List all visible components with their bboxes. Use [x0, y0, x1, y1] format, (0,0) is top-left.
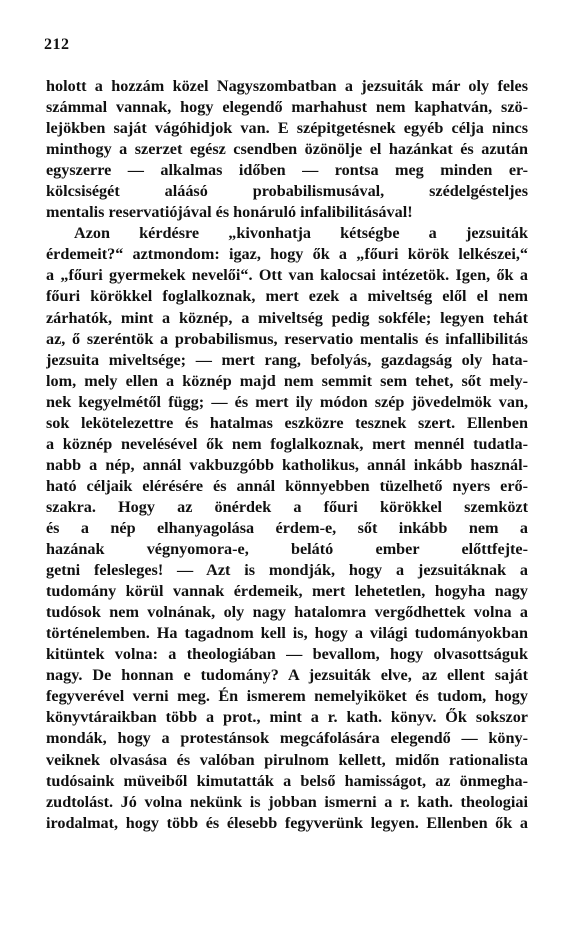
text-line: könyvtáraikban több a prot., mint a r. kath. könyv. Ők sokszor	[46, 708, 528, 727]
text-line: mondák, hogy a protestánsok megcáfolására elegendő — köny-	[46, 729, 528, 748]
text-line: az, ő szeréntök a probabilismus, reservatio mentalis és infallibilitás	[46, 329, 528, 348]
text-line: irodalmat, hogy több és élesebb fegyverünk legyen. Ellenben ők a	[46, 813, 528, 832]
text-line: jezsuita miveltsége; — mert rang, befolyás, gazdagság oly hata-	[46, 350, 528, 369]
text-line: lejökben saját vágóhidjok van. E szépitgetésnek egyéb célja nincs	[46, 119, 528, 138]
text-line: getni felesleges! — Azt is mondják, hogy a jezsuitáknak a	[46, 561, 528, 580]
text-line: zárhatók, mint a köznép, a miveltség pedig sokféle; legyen tehát	[46, 308, 528, 327]
text-line: tudomány körül vannak érdemeik, mert lehetetlen, hogyha nagy	[46, 582, 528, 601]
text-line: sok lekötelezettre és hatalmas eszközre tesznek szert. Ellenben	[46, 413, 528, 432]
text-line: veiknek olvasása és valóban pirulnom kellett, midőn rationalista	[46, 750, 528, 769]
text-line: kitüntek volna: a theologiában — bevallom, hogy olvasottságuk	[46, 645, 528, 664]
text-line: zudtolást. Jó volna nekünk is jobban ismerni a r. kath. theologiai	[46, 792, 528, 811]
text-line: főuri körökkel foglalkoznak, mert ezek a miveltség elől el nem	[46, 287, 528, 306]
body-text	[46, 76, 528, 834]
text-line: nagy. De honnan e tudomány? A jezsuiták elve, az ellent saját	[46, 666, 528, 685]
text-line: mentalis reservatiójával és honáruló infalibilitásával!	[46, 203, 413, 222]
text-line: lom, mely ellen a köznép majd nem semmit sem tehet, sőt mely-	[46, 371, 528, 390]
text-line: történelemben. Ha tagadnom kell is, hogy a világi tudományokban	[46, 624, 528, 643]
text-line: holott a hozzám közel Nagyszombatban a jezsuiták már oly feles	[46, 77, 528, 95]
text-line: nabb a nép, annál vakbuzgóbb katholikus, annál inkább használ-	[46, 455, 528, 474]
text-line: fegyverével verni meg. Én ismerem nemelyiköket és tudom, hogy	[46, 687, 528, 706]
page-number: 212	[44, 36, 70, 53]
text-line: érdemeit?“ aztmondom: igaz, hogy ők a „főuri körök lelkészei,“	[46, 245, 528, 264]
text-line: nek kegyelmétől függ; — és mert ily módon szép jövedelmök van,	[46, 392, 528, 411]
text-line: a „főuri gyermekek nevelői“. Ott van kalocsai intézetök. Igen, ők a	[46, 266, 528, 285]
text-line: hazának végnyomora-e, belátó ember előttfejte-	[46, 540, 528, 559]
text-line: ható céljaik elérésére és annál könnyebben tüzelhető nyers erő-	[46, 476, 528, 495]
text-line: tudósaink müveiből kimutatták a belső hamisságot, az önmegha-	[46, 771, 528, 790]
text-line: szakra. Hogy az önérdek a főuri körökkel szemközt	[46, 497, 528, 516]
text-line: a köznép nevelésével ők nem foglalkoznak, mert mennél tudatla-	[46, 434, 528, 453]
text-line: egyszerre — alkalmas időben — rontsa meg minden er-	[46, 161, 528, 180]
text-line: tudósok nem volnának, oly nagy hatalomra vergődhettek volna a	[46, 603, 528, 622]
text-line: minthogy a szerzet egész csendben özönölje el hazánkat és azután	[46, 140, 528, 159]
text-line: számmal vannak, hogy elegendő marhahust nem kaphatván, szö-	[46, 98, 528, 117]
text-line: Azon kérdésre „kivonhatja kétségbe a jezsuiták	[74, 224, 528, 243]
text-line: és a nép elhanyagolása érdem-e, sőt inkább nem a	[46, 518, 528, 537]
text-line: kölcsiségét aláásó probabilismusával, szédelgésteljes	[46, 182, 528, 201]
